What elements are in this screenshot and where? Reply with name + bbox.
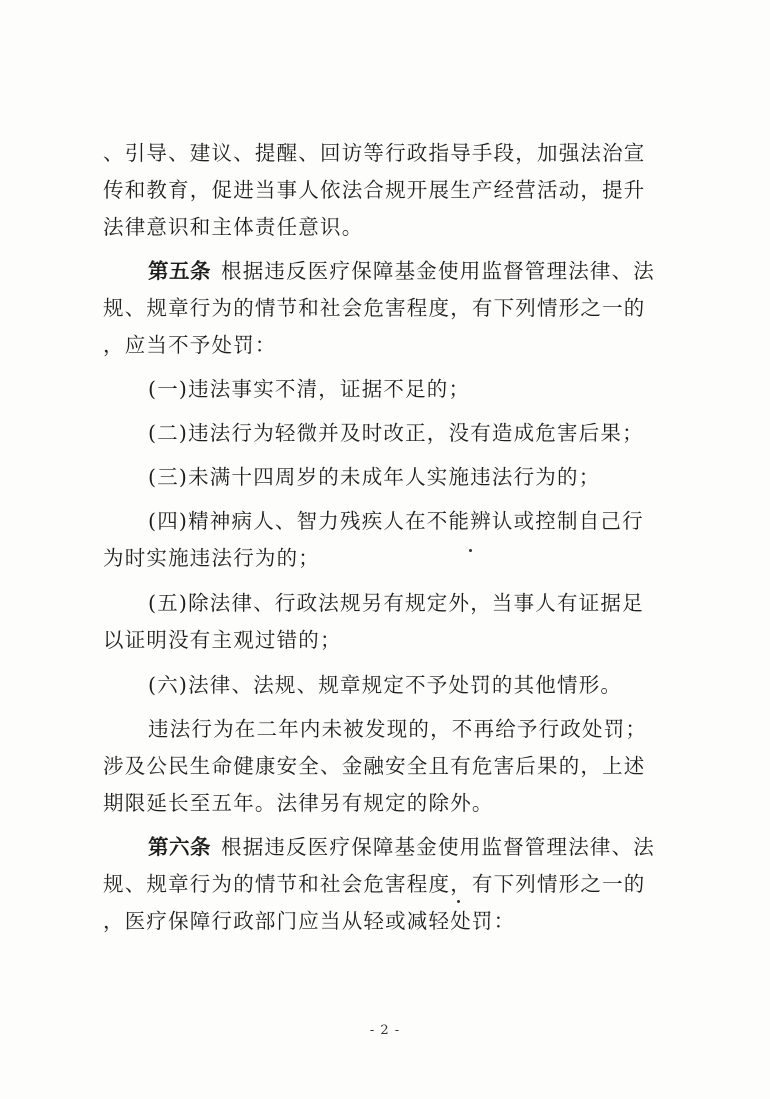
text-line: 传和教育，促进当事人依法合规开展生产经营活动，提升 — [103, 178, 646, 202]
text-line: ，应当不予处罚： — [103, 333, 277, 357]
text-line: 违法行为在二年内未被发现的，不再给予行政处罚； — [148, 717, 648, 741]
text-span: 根据违反医疗保障基金使用监督管理法律、法 — [221, 835, 655, 859]
text-line: 期限延长至五年。法律另有规定的除外。 — [103, 791, 494, 815]
list-item: (二)违法行为轻微并及时改正，没有造成危害后果； — [148, 421, 644, 445]
list-item: (五)除法律、行政法规另有规定外，当事人有证据足 — [148, 591, 644, 615]
scan-speck — [469, 549, 472, 552]
list-item: (六)法律、法规、规章规定不予处罚的其他情形。 — [148, 673, 623, 697]
text-line — [148, 832, 655, 862]
text-line: ，医疗保障行政部门应当从轻或减轻处罚： — [103, 909, 516, 933]
text-line: 涉及公民生命健康安全、金融安全且有危害后果的，上述 — [103, 754, 646, 778]
scan-speck — [457, 900, 460, 903]
text-line: 法律意识和主体责任意识。 — [103, 215, 364, 239]
list-item: (一)违法事实不清，证据不足的； — [148, 377, 471, 401]
page-number: - 2 - — [369, 1023, 401, 1038]
text-line: 规、规章行为的情节和社会危害程度，有下列情形之一的 — [103, 296, 646, 320]
text-line — [148, 256, 655, 286]
list-item: (四)精神病人、智力残疾人在不能辨认或控制自己行 — [148, 509, 644, 533]
list-item: (三)未满十四周岁的未成年人实施违法行为的； — [148, 465, 601, 489]
text-line: 、引导、建议、提醒、回访等行政指导手段，加强法治宣 — [103, 141, 646, 165]
text-span: 根据违反医疗保障基金使用监督管理法律、法 — [221, 259, 655, 283]
text-line: 规、规章行为的情节和社会危害程度，有下列情形之一的 — [103, 872, 646, 896]
text-line: 以证明没有主观过错的； — [103, 628, 342, 652]
article-heading: 第六条 — [148, 835, 211, 859]
article-heading: 第五条 — [148, 259, 211, 283]
text-line: 为时实施违法行为的； — [103, 546, 320, 570]
